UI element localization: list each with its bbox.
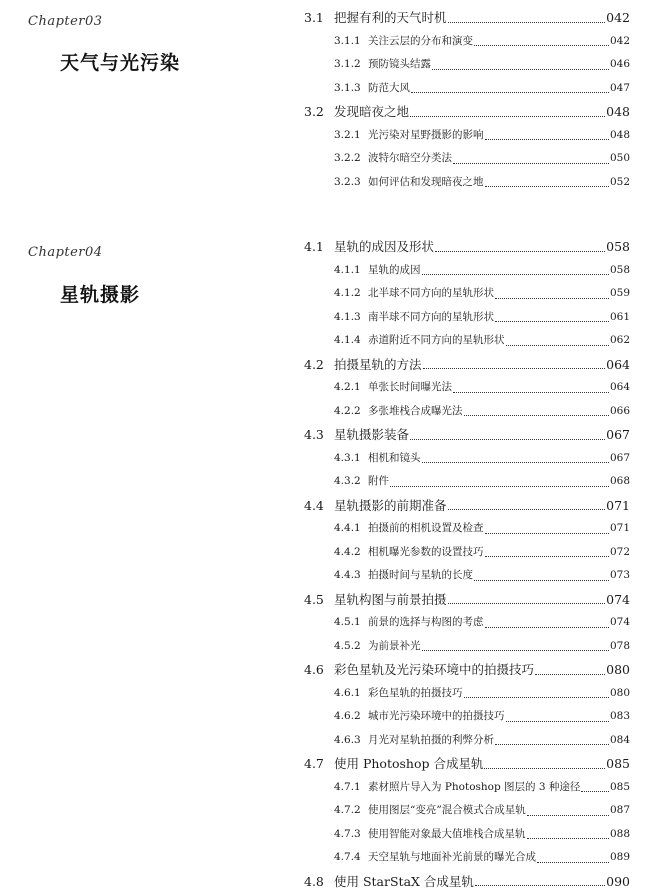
toc-entry-page: 085 <box>606 756 630 771</box>
toc-entry-number: 4.1.4 <box>334 334 361 346</box>
toc-entry-page: 052 <box>609 175 630 188</box>
toc-leader-dots <box>495 744 609 745</box>
toc-entry-number: 4.3.2 <box>334 475 361 487</box>
toc-entry-number: 4.4.1 <box>334 522 361 534</box>
toc-entry-number: 4.4.3 <box>334 569 361 581</box>
toc-entry-number: 4.1.3 <box>334 310 361 323</box>
toc-entry-number: 4.2.2 <box>334 404 361 417</box>
toc-entry-page: 067 <box>606 427 630 442</box>
toc-leader-dots <box>485 627 609 628</box>
toc-subsection-entry <box>304 376 630 400</box>
toc-subsection-entry <box>304 846 630 870</box>
toc-entry-number: 4.2.1 <box>334 381 361 393</box>
toc-entry-title: 彩色星轨及光污染环境中的拍摄技巧 <box>334 662 535 677</box>
toc-entry-page: 059 <box>609 287 630 299</box>
toc-subsection-entry <box>304 124 630 148</box>
toc-leader-dots <box>422 274 609 275</box>
toc-leader-dots <box>485 556 609 557</box>
toc-entry-title: 关注云层的分布和演变 <box>368 34 473 47</box>
toc-entry-page: 067 <box>609 451 630 464</box>
toc-chapter-03 <box>304 6 630 194</box>
toc-entry-title: 把握有利的天气时机 <box>334 10 447 25</box>
toc-entry-title: 如何评估和发现暗夜之地 <box>368 175 484 188</box>
toc-entry-number: 4.2 <box>304 356 324 372</box>
toc-section-entry <box>304 353 630 377</box>
toc-leader-dots <box>453 392 609 393</box>
toc-entry-number: 4.4 <box>304 497 324 513</box>
toc-entry-title: 附件 <box>368 475 389 487</box>
toc-entry-number: 4.4.2 <box>334 545 361 558</box>
toc-entry-page: 048 <box>609 128 630 141</box>
toc-entry-title: 使用智能对象最大值堆栈合成星轨 <box>368 827 526 840</box>
toc-entry-page: 074 <box>609 616 630 628</box>
toc-section-entry <box>304 100 630 124</box>
toc-leader-dots <box>410 439 605 440</box>
toc-leader-dots <box>435 251 605 252</box>
toc-entry-number: 4.8 <box>304 873 324 889</box>
chapter-03-title: 天气与光污染 <box>60 52 181 74</box>
toc-entry-number: 4.6.2 <box>334 710 361 722</box>
toc-subsection-entry <box>304 682 630 706</box>
toc-entry-title: 天空星轨与地面补光前景的曝光合成 <box>368 851 536 863</box>
toc-leader-dots <box>448 509 606 510</box>
toc-leader-dots <box>475 885 605 886</box>
chapter-04-label: Chapter04 <box>28 245 103 260</box>
toc-entry-page: 066 <box>609 404 630 417</box>
toc-entry-title: 城市光污染环境中的拍摄技巧 <box>368 710 505 722</box>
toc-entry-page: 074 <box>606 591 630 607</box>
toc-leader-dots <box>485 186 609 187</box>
toc-entry-title: 为前景补光 <box>368 639 421 652</box>
toc-entry-title: 光污染对星野摄影的影响 <box>368 128 484 141</box>
toc-entry-page: 087 <box>609 804 630 816</box>
toc-subsection-entry <box>304 729 630 753</box>
toc-subsection-entry <box>304 447 630 471</box>
toc-entry-number: 4.1 <box>304 239 324 254</box>
toc-leader-dots <box>527 815 609 816</box>
toc-entry-title: 赤道附近不同方向的星轨形状 <box>368 334 505 346</box>
toc-entry-number: 3.2 <box>304 104 324 119</box>
toc-subsection-entry <box>304 705 630 729</box>
toc-entry-page: 072 <box>609 545 630 558</box>
toc-entry-page: 084 <box>609 733 630 746</box>
toc-entry-title: 星轨摄影装备 <box>334 427 410 442</box>
toc-entry-page: 058 <box>609 263 630 276</box>
toc-entry-page: 061 <box>609 310 630 323</box>
toc-subsection-entry <box>304 329 630 353</box>
toc-entry-number: 4.3.1 <box>334 451 361 464</box>
toc-entry-number: 3.2.2 <box>334 152 361 164</box>
toc-subsection-entry <box>304 517 630 541</box>
toc-entry-title: 相机曝光参数的设置技巧 <box>368 545 484 558</box>
toc-entry-number: 4.7.2 <box>334 804 361 816</box>
toc-entry-page: 088 <box>609 827 630 840</box>
toc-subsection-entry <box>304 635 630 659</box>
toc-subsection-entry <box>304 77 630 101</box>
toc-entry-title: 使用 Photoshop 合成星轨 <box>334 756 484 771</box>
toc-section-entry <box>304 423 630 447</box>
toc-section-entry <box>304 494 630 518</box>
toc-entry-number: 4.5.1 <box>334 616 361 628</box>
toc-entry-page: 080 <box>606 662 630 677</box>
toc-entry-title: 星轨的成因及形状 <box>334 239 435 254</box>
toc-entry-title: 月光对星轨拍摄的利弊分析 <box>368 733 494 746</box>
toc-section-entry <box>304 870 630 893</box>
toc-subsection-entry <box>304 306 630 330</box>
toc-leader-dots <box>474 45 609 46</box>
toc-leader-dots <box>506 721 609 722</box>
toc-entry-number: 4.7.4 <box>334 851 361 863</box>
toc-entry-title: 星轨摄影的前期准备 <box>334 497 447 513</box>
toc-leader-dots <box>495 298 609 299</box>
toc-entry-page: 080 <box>609 686 630 699</box>
toc-entry-page: 064 <box>606 356 630 372</box>
toc-entry-title: 星轨的成因 <box>368 263 421 276</box>
toc-entry-number: 4.6.3 <box>334 733 361 746</box>
toc-entry-number: 3.1.1 <box>334 34 361 47</box>
toc-leader-dots <box>448 603 606 604</box>
toc-section-entry <box>304 6 630 30</box>
toc-section-entry <box>304 235 630 259</box>
chapter-03-label: Chapter03 <box>28 14 103 29</box>
toc-entry-page: 071 <box>606 497 630 513</box>
toc-leader-dots <box>464 415 609 416</box>
toc-entry-number: 4.5.2 <box>334 639 361 652</box>
toc-leader-dots <box>535 674 605 675</box>
toc-subsection-entry <box>304 541 630 565</box>
toc-entry-page: 085 <box>609 780 630 793</box>
toc-entry-title: 拍摄时间与星轨的长度 <box>368 569 473 581</box>
toc-entry-number: 4.1.1 <box>334 263 361 276</box>
toc-entry-number: 4.7 <box>304 756 324 771</box>
toc-leader-dots <box>474 580 609 581</box>
toc-entry-number: 3.1.2 <box>334 58 361 70</box>
toc-subsection-entry <box>304 400 630 424</box>
toc-leader-dots <box>432 69 609 70</box>
toc-entry-title: 多张堆栈合成曝光法 <box>368 404 463 417</box>
toc-entry-title: 星轨构图与前景拍摄 <box>334 591 447 607</box>
toc-entry-number: 4.3 <box>304 427 324 442</box>
toc-entry-title: 彩色星轨的拍摄技巧 <box>368 686 463 699</box>
toc-leader-dots <box>527 838 609 839</box>
toc-section-entry <box>304 588 630 612</box>
toc-leader-dots <box>390 486 609 487</box>
toc-entry-number: 4.6 <box>304 662 324 677</box>
toc-leader-dots <box>422 650 609 651</box>
toc-entry-page: 047 <box>609 81 630 94</box>
toc-subsection-entry <box>304 823 630 847</box>
toc-entry-title: 拍摄前的相机设置及检查 <box>368 522 484 534</box>
toc-entry-page: 062 <box>609 334 630 346</box>
toc-entry-title: 使用 StarStaX 合成星轨 <box>334 873 474 889</box>
toc-entry-page: 046 <box>609 58 630 70</box>
toc-entry-title: 预防镜头结露 <box>368 58 431 70</box>
toc-leader-dots <box>453 163 609 164</box>
toc-entry-page: 090 <box>606 873 630 889</box>
toc-entry-title: 发现暗夜之地 <box>334 104 410 119</box>
toc-chapter-04 <box>304 235 630 893</box>
toc-subsection-entry <box>304 30 630 54</box>
toc-entry-page: 050 <box>609 152 630 164</box>
toc-section-entry <box>304 658 630 682</box>
toc-leader-dots <box>581 791 609 792</box>
toc-subsection-entry <box>304 53 630 77</box>
toc-subsection-entry <box>304 282 630 306</box>
toc-entry-page: 071 <box>609 522 630 534</box>
toc-entry-number: 4.7.3 <box>334 827 361 840</box>
toc-entry-page: 064 <box>609 381 630 393</box>
toc-entry-number: 3.2.3 <box>334 175 361 188</box>
toc-entry-page: 083 <box>609 710 630 722</box>
toc-subsection-entry <box>304 171 630 195</box>
toc-entry-title: 波特尔暗空分类法 <box>368 152 452 164</box>
toc-subsection-entry <box>304 470 630 494</box>
toc-entry-page: 042 <box>609 34 630 47</box>
toc-leader-dots <box>537 862 609 863</box>
toc-leader-dots <box>495 321 609 322</box>
toc-leader-dots <box>411 92 609 93</box>
toc-entry-number: 4.7.1 <box>334 780 361 793</box>
toc-entry-page: 089 <box>609 851 630 863</box>
toc-subsection-entry <box>304 259 630 283</box>
toc-entry-number: 4.1.2 <box>334 287 361 299</box>
toc-leader-dots <box>484 768 605 769</box>
toc-entry-title: 前景的选择与构图的考虑 <box>368 616 484 628</box>
toc-entry-title: 拍摄星轨的方法 <box>334 356 422 372</box>
toc-entry-title: 防范大风 <box>368 81 410 94</box>
toc-subsection-entry <box>304 611 630 635</box>
chapter-04-title: 星轨摄影 <box>60 284 141 306</box>
toc-entry-page: 042 <box>606 10 630 25</box>
toc-entry-number: 3.1.3 <box>334 81 361 94</box>
toc-entry-page: 073 <box>609 569 630 581</box>
toc-entry-title: 相机和镜头 <box>368 451 421 464</box>
toc-leader-dots <box>485 139 609 140</box>
toc-entry-number: 3.1 <box>304 10 324 25</box>
toc-entry-page: 078 <box>609 639 630 652</box>
toc-leader-dots <box>448 22 606 23</box>
toc-subsection-entry <box>304 147 630 171</box>
toc-leader-dots <box>506 345 609 346</box>
toc-entry-number: 4.5 <box>304 591 324 607</box>
toc-entry-number: 4.6.1 <box>334 686 361 699</box>
toc-subsection-entry <box>304 776 630 800</box>
toc-entry-title: 使用图层“变亮”混合模式合成星轨 <box>368 804 526 816</box>
toc-entry-page: 068 <box>609 475 630 487</box>
toc-subsection-entry <box>304 799 630 823</box>
toc-entry-title: 北半球不同方向的星轨形状 <box>368 287 494 299</box>
toc-entry-number: 3.2.1 <box>334 128 361 141</box>
toc-entry-page: 058 <box>606 239 630 254</box>
toc-entry-title: 素材照片导入为 Photoshop 图层的 3 种途径 <box>368 780 581 793</box>
toc-entry-page: 048 <box>606 104 630 119</box>
toc-entry-title: 南半球不同方向的星轨形状 <box>368 310 494 323</box>
toc-leader-dots <box>422 462 609 463</box>
toc-entry-title: 单张长时间曝光法 <box>368 381 452 393</box>
toc-subsection-entry <box>304 564 630 588</box>
toc-leader-dots <box>410 116 605 117</box>
toc-leader-dots <box>464 697 609 698</box>
toc-section-entry <box>304 752 630 776</box>
toc-leader-dots <box>485 533 609 534</box>
toc-leader-dots <box>423 368 606 369</box>
